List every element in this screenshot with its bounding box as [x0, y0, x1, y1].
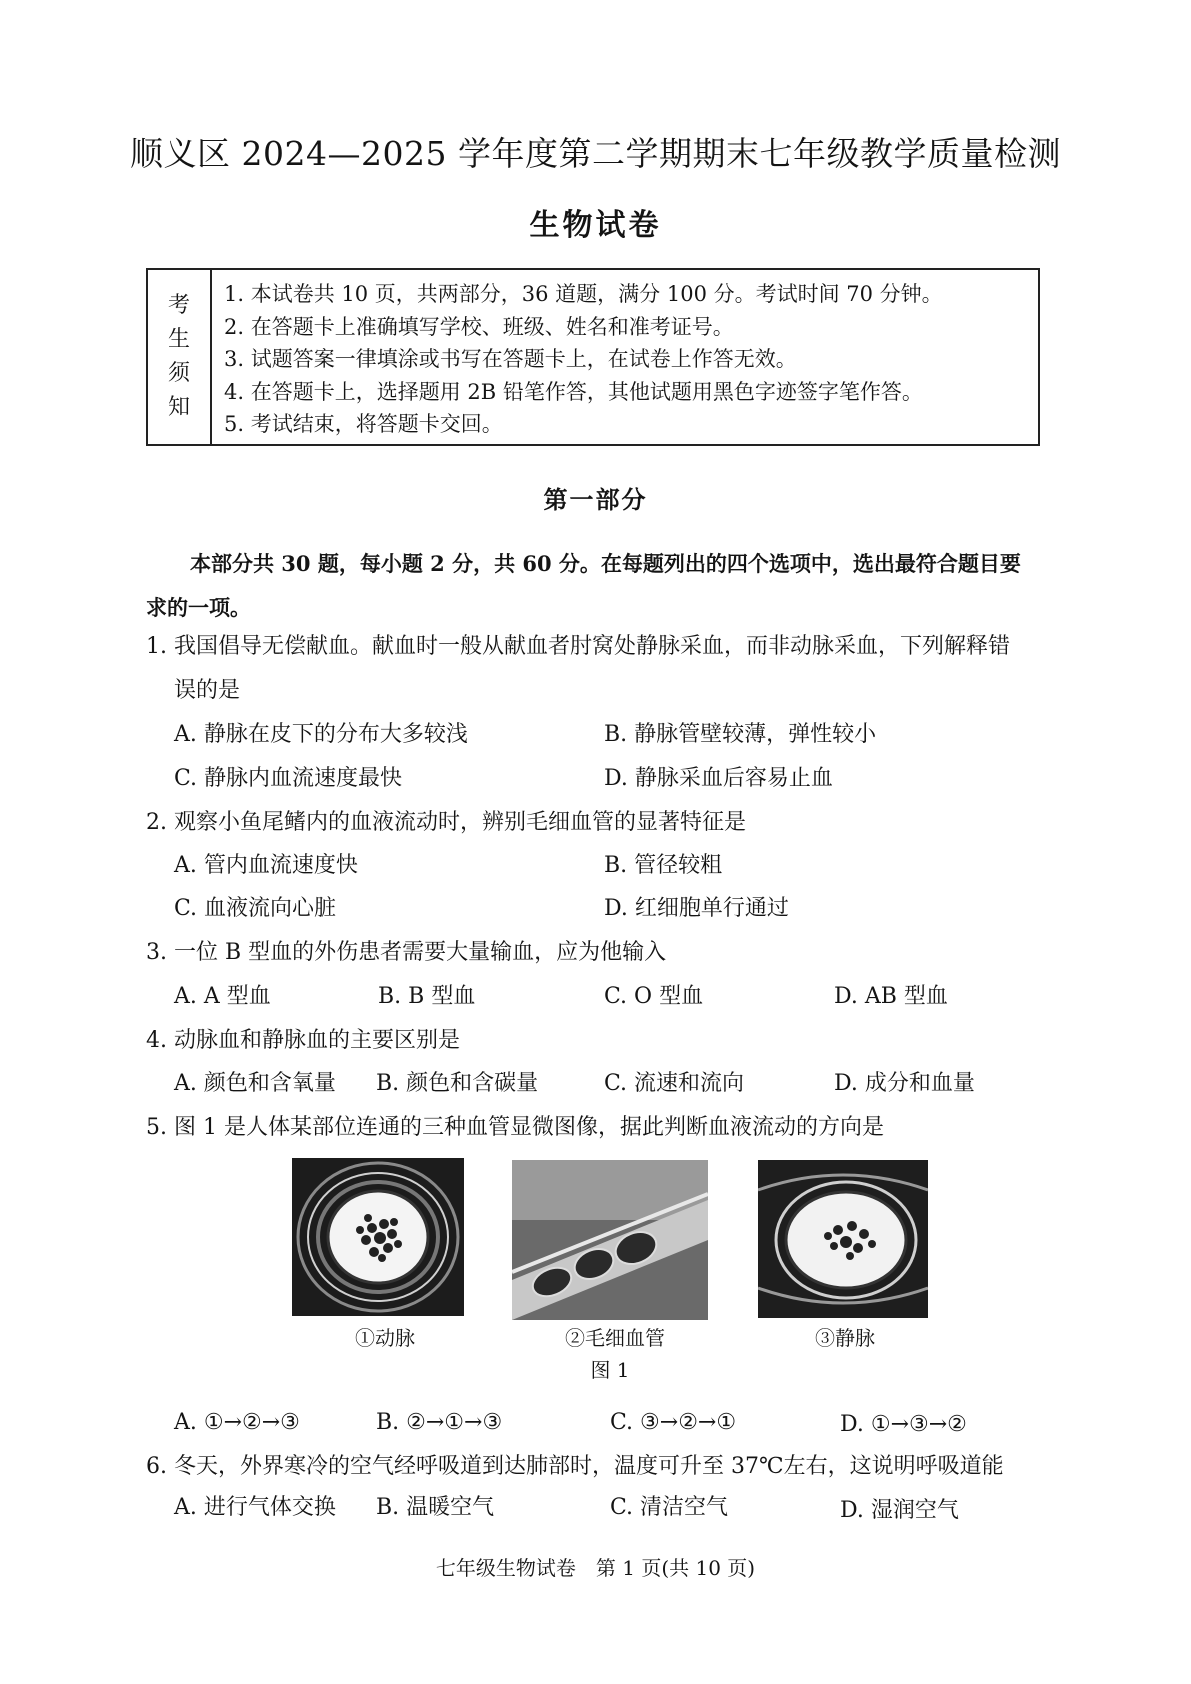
question-6-stem: 6. 冬天，外界寒冷的空气经呼吸道到达肺部时，温度可升至 37℃左右，这说明呼吸道能	[146, 1454, 1004, 1479]
question-6-option-d[interactable]: D. 湿润空气	[840, 1498, 959, 1523]
question-1-option-b[interactable]: B. 静脉管壁较薄，弹性较小	[604, 722, 877, 747]
candidate-notice-box	[146, 268, 1040, 446]
question-4-option-b[interactable]: B. 颜色和含碳量	[376, 1071, 539, 1096]
question-5-stem: 5. 图 1 是人体某部位连通的三种血管显微图像，据此判断血液流动的方向是	[146, 1115, 884, 1140]
notice-item: 4. 在答题卡上，选择题用 2B 铅笔作答，其他试题用黑色字迹签字笔作答。	[224, 379, 923, 404]
section-title: 第一部分	[543, 485, 648, 514]
exam-title: 顺义区 2024—2025 学年度第二学期期末七年级教学质量检测	[130, 134, 1061, 173]
figure-label: 图 1	[590, 1358, 630, 1382]
vein-micrograph-svg	[758, 1160, 928, 1318]
question-3-option-d[interactable]: D. AB 型血	[834, 984, 948, 1009]
question-2-option-a[interactable]: A. 管内血流速度快	[174, 853, 358, 878]
question-6-option-a[interactable]: A. 进行气体交换	[174, 1495, 336, 1520]
notice-item: 1. 本试卷共 10 页，共两部分，36 道题，满分 100 分。考试时间 70 分钟。	[224, 282, 943, 306]
question-3-stem: 3. 一位 B 型血的外伤患者需要大量输血，应为他输入	[146, 940, 667, 965]
question-6-option-c[interactable]: C. 清洁空气	[610, 1495, 729, 1520]
question-2-option-d[interactable]: D. 红细胞单行通过	[604, 896, 789, 921]
notice-item: 3. 试题答案一律填涂或书写在答题卡上，在试卷上作答无效。	[224, 347, 797, 371]
question-4-option-c[interactable]: C. 流速和流向	[604, 1071, 745, 1096]
question-2-stem: 2. 观察小鱼尾鳍内的血液流动时，辨别毛细血管的显著特征是	[146, 810, 746, 835]
capillary-micrograph-svg	[512, 1160, 708, 1320]
artery-micrograph	[292, 1158, 464, 1316]
question-3-option-b[interactable]: B. B 型血	[378, 984, 476, 1009]
question-5-option-c[interactable]: C. ③→②→①	[610, 1410, 737, 1435]
section-intro-line2: 求的一项。	[146, 595, 251, 620]
artery-micrograph-svg	[292, 1158, 464, 1316]
question-4-stem: 4. 动脉血和静脉血的主要区别是	[146, 1028, 460, 1053]
page-footer: 七年级生物试卷 第 1 页(共 10 页)	[435, 1556, 756, 1580]
question-1-option-d[interactable]: D. 静脉采血后容易止血	[604, 766, 833, 791]
question-1-option-a[interactable]: A. 静脉在皮下的分布大多较浅	[174, 722, 468, 747]
notice-list	[224, 278, 1028, 441]
question-5-option-a[interactable]: A. ①→②→③	[174, 1410, 300, 1435]
notice-label-char: 知	[167, 395, 190, 420]
figure-caption-vein: ③静脉	[815, 1326, 875, 1350]
figure-caption-artery: ①动脉	[355, 1326, 415, 1350]
figure-caption-capillary: ②毛细血管	[565, 1326, 665, 1350]
question-3-option-a[interactable]: A. A 型血	[174, 984, 271, 1009]
section-intro-line1: 本部分共 30 题，每小题 2 分，共 60 分。在每题列出的四个选项中，选出最符合题目要	[190, 551, 1021, 576]
question-6-option-b[interactable]: B. 温暖空气	[376, 1495, 495, 1520]
question-1-stem: 1. 我国倡导无偿献血。献血时一般从献血者肘窝处静脉采血，而非动脉采血，下列解释错	[146, 634, 1010, 659]
question-2-option-b[interactable]: B. 管径较粗	[604, 853, 723, 878]
question-5-option-b[interactable]: B. ②→①→③	[376, 1410, 503, 1435]
notice-item: 5. 考试结束，将答题卡交回。	[224, 412, 503, 436]
question-4-option-d[interactable]: D. 成分和血量	[834, 1071, 975, 1096]
vein-micrograph	[758, 1160, 928, 1318]
notice-label-char: 须	[167, 361, 190, 386]
question-3-option-c[interactable]: C. O 型血	[604, 984, 704, 1009]
question-5-option-d[interactable]: D. ①→③→②	[840, 1412, 967, 1437]
notice-label	[148, 270, 212, 444]
notice-label-char: 考	[167, 293, 190, 318]
question-4-option-a[interactable]: A. 颜色和含氧量	[174, 1071, 336, 1096]
question-1-stem-cont: 误的是	[174, 678, 241, 703]
exam-subtitle: 生物试卷	[529, 208, 662, 243]
capillary-micrograph	[512, 1160, 708, 1320]
notice-item: 2. 在答题卡上准确填写学校、班级、姓名和准考证号。	[224, 314, 734, 339]
question-2-option-c[interactable]: C. 血液流向心脏	[174, 896, 337, 921]
notice-label-char: 生	[167, 327, 190, 352]
question-1-option-c[interactable]: C. 静脉内血流速度最快	[174, 766, 403, 791]
